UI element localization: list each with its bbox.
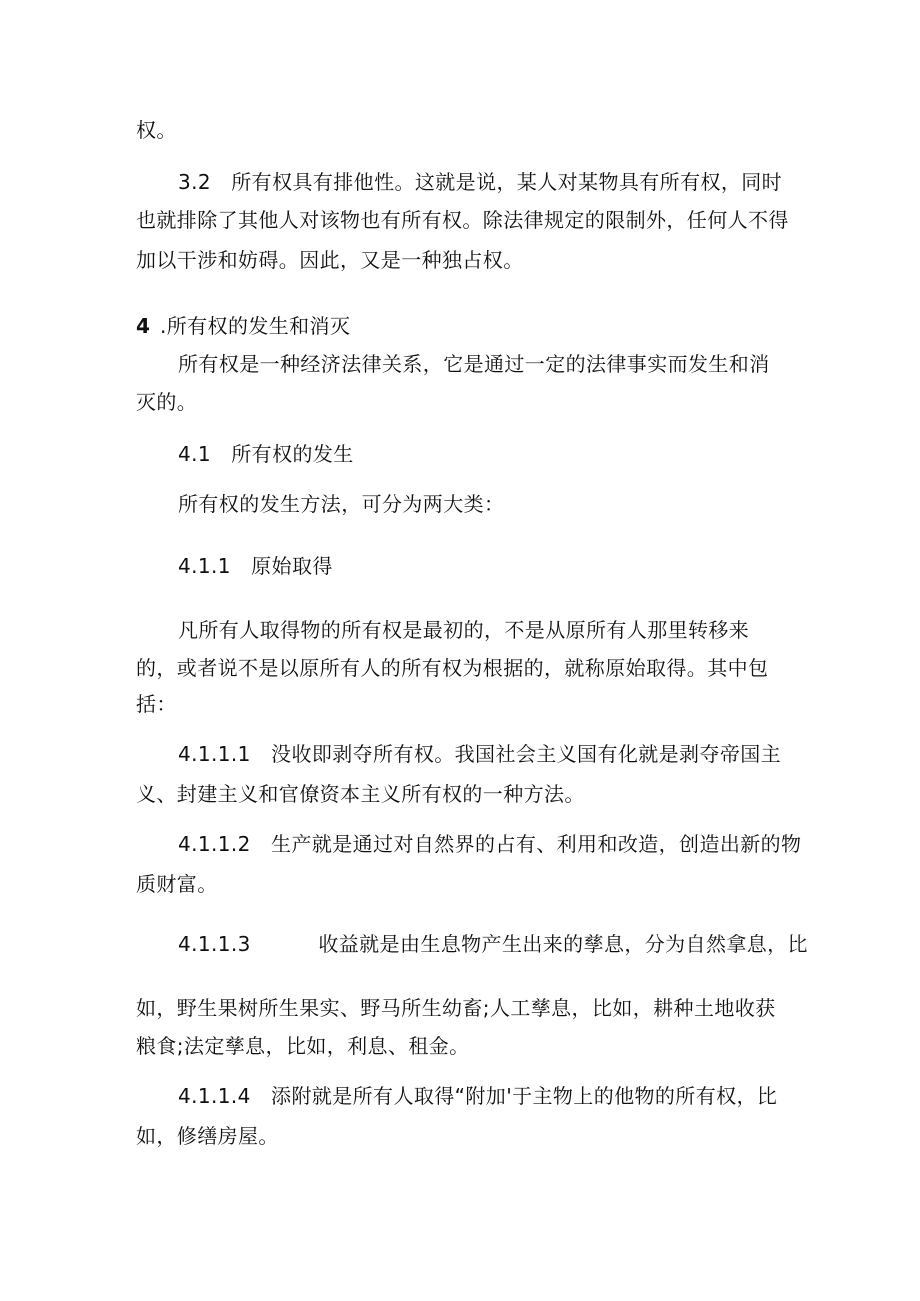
paragraph-line: 质财富。 [136,872,218,896]
paragraph-line: 凡所有人取得物的所有权是最初的，不是从原所有人那里转移来 [178,618,750,642]
paragraph-line: 如，野生果树所生果实、野马所生幼畜;人工孳息，比如，耕种土地收获 [136,996,776,1020]
paragraph-line: 4.1.1.1 没收即剥夺所有权。我国社会主义国有化就是剥夺帝国主 [178,742,782,766]
paragraph-line: 4.1.1.2 生产就是通过对自然界的占有、利用和改造，创造出新的物 [178,832,802,856]
paragraph-line: 也就排除了其他人对该物也有所有权。除法律规定的限制外，任何人不得 [136,208,789,232]
paragraph-line: 权。 [136,118,177,142]
paragraph-line: 所有权是一种经济法律关系，它是通过一定的法律事实而发生和消 [178,352,770,376]
paragraph-line: 加以干涉和妨碍。因此，又是一种独占权。 [136,248,524,272]
paragraph-line: 4.1.1.3 收益就是由生息物产生出来的孳息，分为自然拿息，比 [178,932,808,956]
subsection-heading: 4.1 所有权的发生 [178,442,354,466]
paragraph-line: 的，或者说不是以原所有人的所有权为根据的，就称原始取得。其中包 [136,656,769,680]
paragraph-line: 所有权的发生方法，可分为两大类： [178,492,505,516]
subsection-heading: 4.1.1 原始取得 [178,554,333,578]
section-heading: .所有权的发生和消灭 [160,314,351,338]
section-number: 4 [136,314,151,338]
paragraph-line: 义、封建主义和官僚资本主义所有权的一种方法。 [136,782,585,806]
paragraph-line: 如，修缮房屋。 [136,1124,279,1148]
paragraph-line: 灭的。 [136,390,198,414]
paragraph-line: 粮食;法定孳息，比如，利息、租金。 [136,1034,470,1058]
paragraph-line: 括： [136,692,177,716]
paragraph-line: 4.1.1.4 添附就是所有人取得“附加'于主物上的他物的所有权，比 [178,1084,778,1108]
paragraph-line: 3.2 所有权具有排他性。这就是说，某人对某物具有所有权，同时 [178,170,783,194]
